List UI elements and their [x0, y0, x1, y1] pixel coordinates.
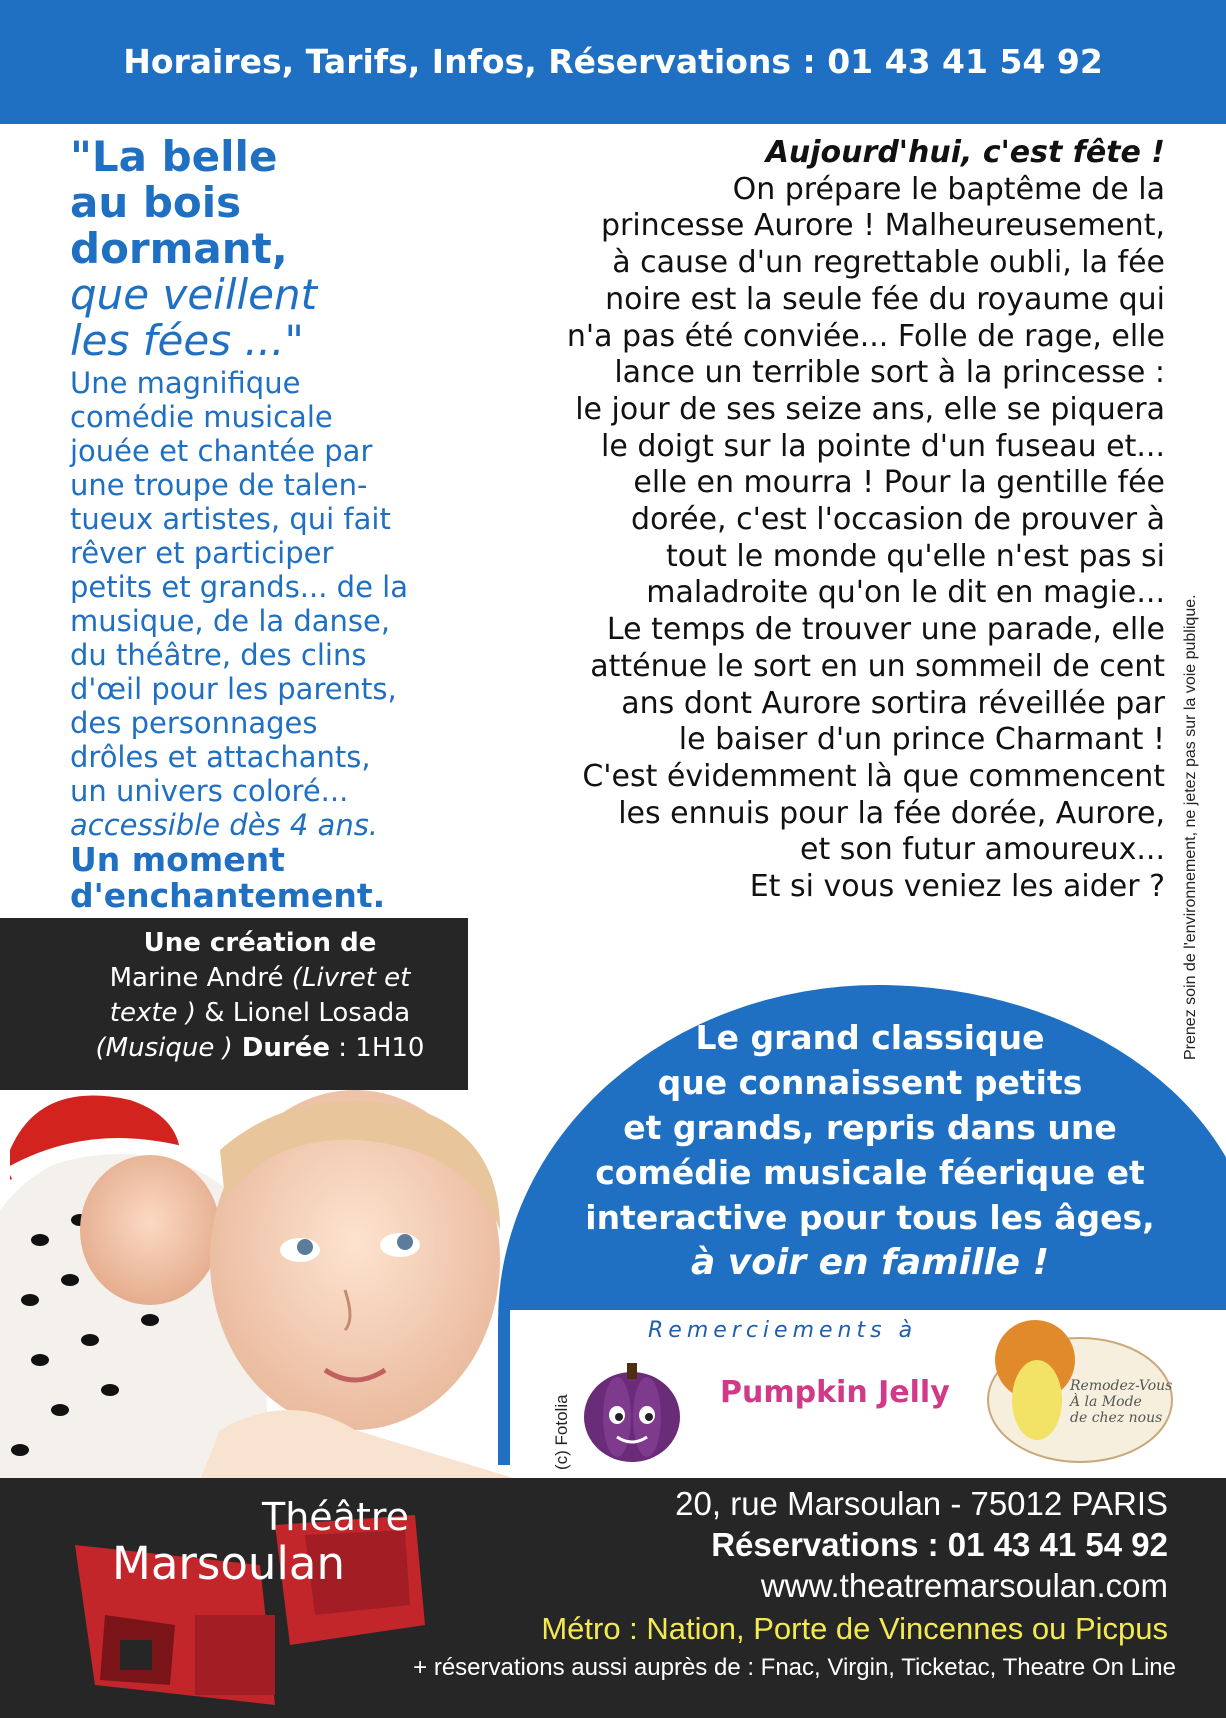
desc-line: une troupe de talen- [70, 468, 368, 502]
children-photo [0, 1090, 520, 1480]
story-line: dorée, c'est l'occasion de prouver à [631, 502, 1165, 538]
duration-label: Durée [232, 1033, 330, 1063]
desc-line: du théâtre, des clins [70, 638, 367, 672]
blurb-line: Le grand classique [695, 1018, 1045, 1057]
show-title [70, 134, 470, 272]
story-line: maladroite qu'on le dit en magie... [646, 575, 1165, 611]
credits-heading: Une création de [143, 928, 377, 958]
website-link[interactable]: www.theatremarsoulan.com [760, 1567, 1168, 1604]
top-banner-text: Horaires, Tarifs, Infos, Réservations : 01 43 41 54 92 [123, 42, 1103, 81]
logo-text-marsoulan: Marsoulan [112, 1537, 345, 1590]
blurb-tagline: à voir en famille ! [690, 1242, 1050, 1283]
other-booking-info: + réservations aussi auprès de : Fnac, Virgin, Ticketac, Theatre On Line [413, 1654, 1176, 1681]
story-line: et son futur amoureux... [800, 832, 1165, 868]
story-line: le doigt sur la pointe d'un fuseau et... [601, 428, 1165, 464]
left-column [70, 134, 470, 914]
blurb-line: interactive pour tous les âges, [585, 1198, 1155, 1237]
tagline [70, 842, 470, 914]
desc-line: tueux artistes, qui fait [70, 502, 391, 536]
desc-line: Une magnifique [70, 366, 301, 400]
author-1: Marine André [109, 963, 292, 993]
credits-content [60, 926, 460, 1066]
boy-face [80, 1155, 220, 1305]
logo-text-theatre: Théâtre [262, 1495, 410, 1539]
remodez-line: À la Mode [1070, 1394, 1142, 1410]
top-banner [0, 0, 1226, 124]
desc-line: comédie musicale [70, 400, 333, 434]
desc-line: drôles et attachants, [70, 740, 371, 774]
remodez-line: de chez nous [1070, 1410, 1163, 1426]
story-line: ans dont Aurore sortira réveillée par [621, 685, 1165, 721]
environment-note: Prenez soin de l'environnement, ne jetez pas sur la voie publique. [1182, 594, 1199, 1060]
tagline-line: d'enchantement. [70, 876, 386, 915]
theatre-contact [675, 1483, 1168, 1606]
desc-line: jouée et chantée par [70, 434, 373, 468]
blurb-line: et grands, repris dans une [623, 1108, 1117, 1147]
subtitle-line: que veillent [70, 270, 318, 319]
story-line: à cause d'un regrettable oubli, la fée [612, 245, 1165, 281]
title-line: "La belle [70, 132, 278, 181]
desc-line: musique, de la danse, [70, 604, 391, 638]
duration-value: : 1H10 [329, 1033, 425, 1063]
credits-line-3 [60, 1031, 460, 1066]
desc-line: d'œil pour les parents, [70, 672, 397, 706]
title-line: dormant, [70, 224, 288, 273]
age-note: accessible dès 4 ans. [70, 808, 379, 842]
story-line: n'a pas été conviée... Folle de rage, elle [566, 318, 1165, 354]
desc-line: rêver et participer [70, 536, 334, 570]
pumpkin-logo-icon [577, 1355, 687, 1470]
story-line: C'est évidemment là que commencent [582, 758, 1165, 794]
story-line: On prépare le baptême de la [732, 171, 1165, 207]
blurb-line: comédie musicale féerique et [595, 1153, 1145, 1192]
story-line: les ennuis pour la fée dorée, Aurore, [618, 795, 1165, 831]
subtitle-line: les fées ..." [70, 316, 304, 365]
story-line: lance un terrible sort à la princesse : [614, 355, 1165, 391]
story-line: Le temps de trouver une parade, elle [606, 612, 1165, 648]
photo-credit: (c) Fotolia [552, 1394, 571, 1470]
story-heading: Aujourd'hui, c'est fête ! [765, 135, 1165, 170]
metro-info: Métro : Nation, Porte de Vincennes ou Picpus [541, 1611, 1168, 1646]
credits-line-2 [60, 996, 460, 1031]
author-1-role: (Livret et [291, 963, 411, 993]
title-line: au bois [70, 178, 242, 227]
blurb [520, 1015, 1220, 1285]
sponsor-pumpkin-jelly: Pumpkin Jelly [720, 1375, 950, 1410]
tagline-line: Un moment [70, 840, 285, 879]
story-line: le baiser d'un prince Charmant ! [678, 722, 1165, 758]
credits-line-1 [60, 961, 460, 996]
author-1-role-cont: texte ) [109, 998, 196, 1028]
sponsor-remodez [1070, 1378, 1172, 1426]
desc-line: petits et grands... de la [70, 570, 408, 604]
author-2: & Lionel Losada [195, 998, 411, 1028]
story-line: Et si vous veniez les aider ? [749, 869, 1165, 905]
story-text [470, 135, 1165, 906]
story-line: le jour de ses seize ans, elle se piquera [575, 391, 1165, 427]
address: 20, rue Marsoulan - 75012 PARIS [675, 1485, 1168, 1522]
remodez-line: Remodez-Vous [1070, 1378, 1173, 1394]
story-line: princesse Aurore ! Malheureusement, [600, 208, 1165, 244]
story-line: elle en mourra ! Pour la gentille fée [633, 465, 1165, 501]
author-2-role: (Musique ) [95, 1033, 233, 1063]
thanks-label: Remerciements à [648, 1318, 918, 1343]
desc-line: un univers coloré... [70, 774, 349, 808]
reservations-phone: Réservations : 01 43 41 54 92 [711, 1526, 1168, 1563]
story-line: noire est la seule fée du royaume qui [605, 281, 1165, 317]
desc-line: des personnages [70, 706, 318, 740]
blurb-line: que connaissent petits [657, 1063, 1083, 1102]
show-subtitle [70, 272, 470, 364]
story-line: atténue le sort en un sommeil de cent [590, 648, 1165, 684]
show-description [70, 366, 470, 842]
story-line: tout le monde qu'elle n'est pas si [665, 538, 1165, 574]
